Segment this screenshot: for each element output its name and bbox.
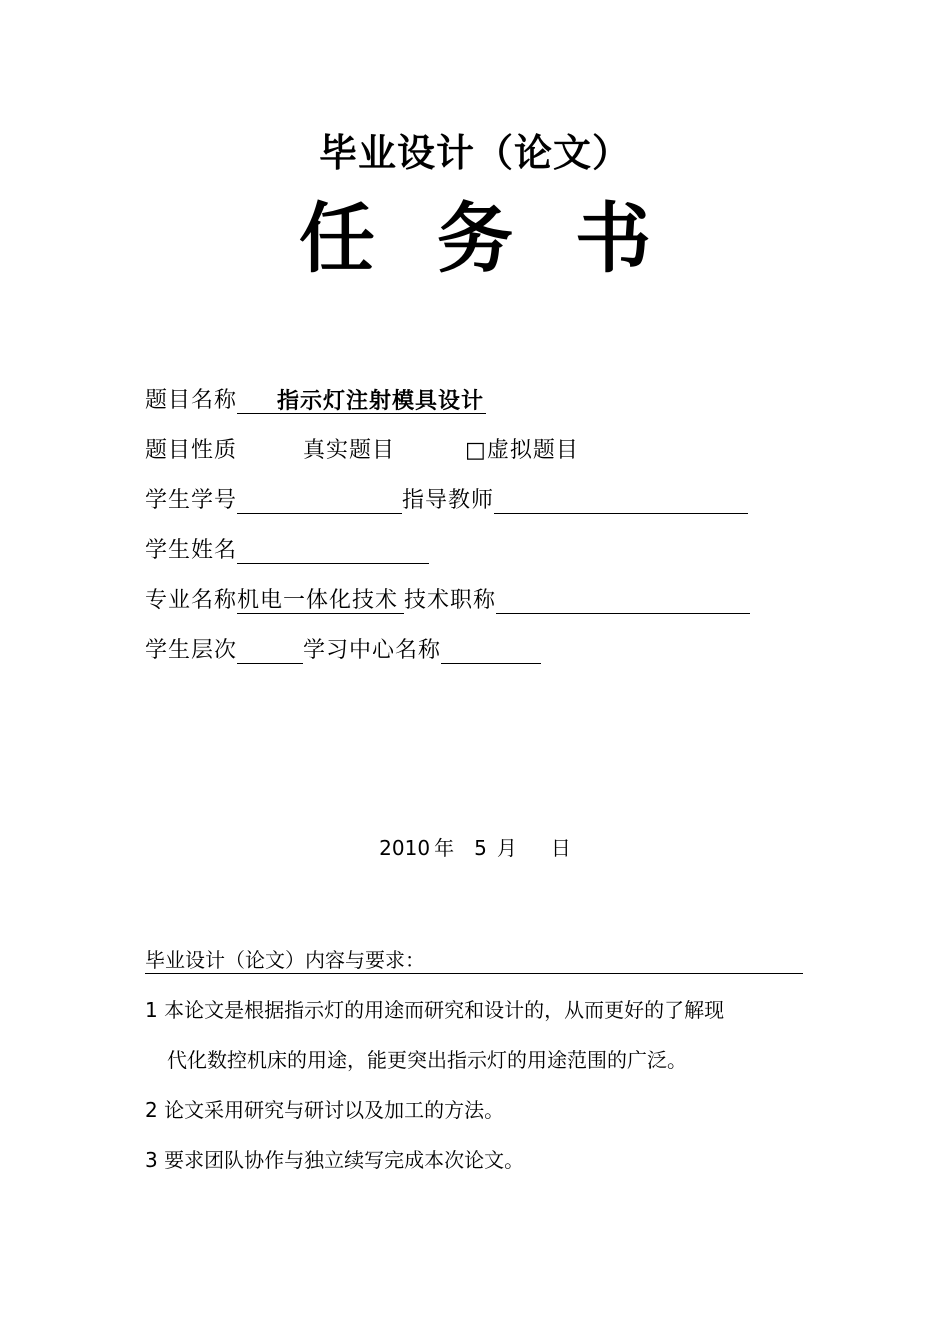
- major-field: [237, 586, 404, 614]
- major-label: 专业名称: [145, 588, 238, 613]
- advisor-label: 指导教师: [402, 488, 495, 513]
- topic-name-field: [237, 386, 486, 414]
- student-id-label: 学生学号: [145, 488, 238, 513]
- topic-name-value: 指示灯注射模具设计: [277, 388, 485, 414]
- topic-nature-virtual-option: □虚拟题目: [465, 438, 579, 463]
- date-line: [0, 834, 950, 862]
- topic-nature-real-option: 真实题目: [303, 438, 396, 463]
- major-value: 机电一体化技术: [237, 588, 399, 613]
- topic-name-row: [145, 386, 486, 416]
- level-row: [145, 636, 541, 666]
- requirement-item-1: 1 本论文是根据指示灯的用途而研究和设计的，从而更好的了解现: [145, 998, 725, 1022]
- date-month-unit: 月: [496, 836, 517, 860]
- level-label: 学生层次: [145, 638, 238, 663]
- date-day-unit: 日: [550, 836, 571, 860]
- title-rank-label: 技术职称: [404, 588, 497, 613]
- student-name-label: 学生姓名: [145, 538, 238, 563]
- student-name-field: [237, 536, 429, 564]
- content-heading: 毕业设计（论文）内容与要求：: [145, 946, 803, 974]
- topic-name-label: 题目名称: [145, 388, 238, 413]
- requirement-item-3: 3 要求团队协作与独立续写完成本次论文。: [145, 1148, 525, 1172]
- requirement-item-2: 2 论文采用研究与研讨以及加工的方法。: [145, 1098, 505, 1122]
- document-subtitle: 任务书: [299, 194, 713, 283]
- date-month: 5: [474, 836, 487, 860]
- title-rank-field: [496, 586, 750, 614]
- center-field: [441, 636, 541, 664]
- date-year-unit: 年: [434, 836, 455, 860]
- advisor-field: [494, 486, 748, 514]
- student-id-row: [145, 486, 748, 516]
- student-id-field: [237, 486, 402, 514]
- requirement-item-1-continued: 代化数控机床的用途，能更突出指示灯的用途范围的广泛。: [167, 1048, 687, 1072]
- major-row: [145, 586, 750, 616]
- topic-nature-row: [145, 436, 579, 466]
- center-label: 学习中心名称: [303, 638, 442, 663]
- date-year: 2010: [379, 836, 431, 860]
- topic-nature-label: 题目性质: [145, 438, 238, 463]
- student-name-row: [145, 536, 429, 566]
- level-field: [237, 636, 303, 664]
- document-title: 毕业设计（论文）: [318, 131, 631, 175]
